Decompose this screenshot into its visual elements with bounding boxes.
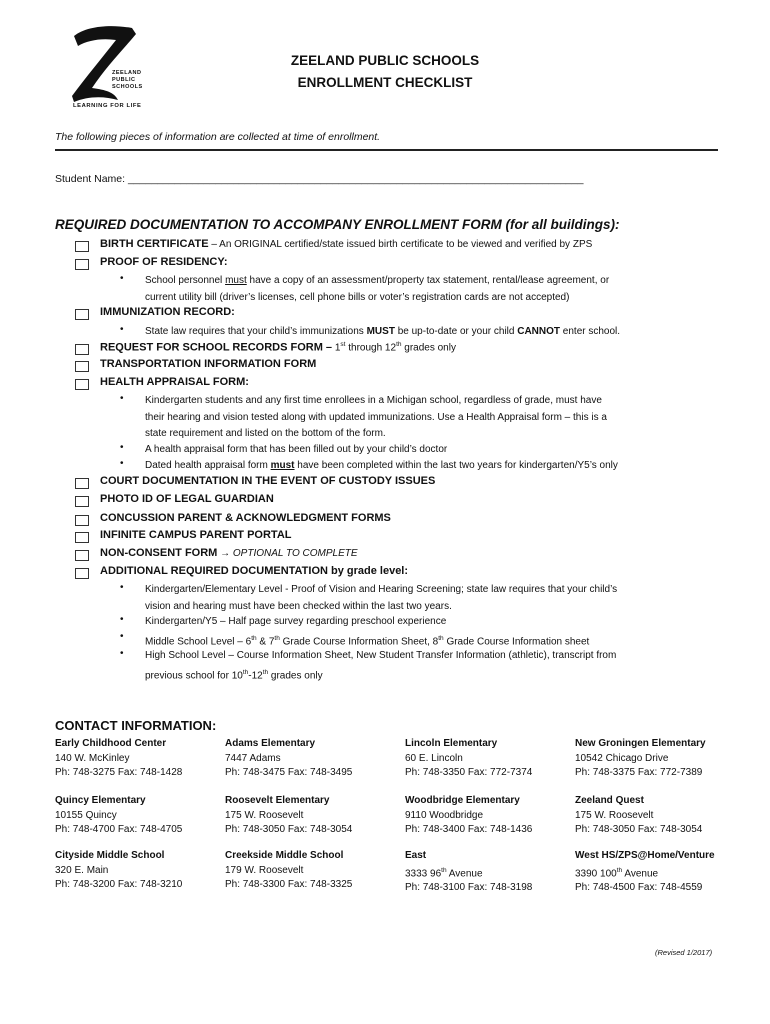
intro-text: The following pieces of information are collected at time of enrollment. [55, 131, 381, 143]
checkbox[interactable] [75, 309, 89, 320]
contact-heading: CONTACT INFORMATION: [55, 718, 217, 733]
logo-text: ZEELAND PUBLIC SCHOOLS [112, 70, 143, 90]
school-contact: West HS/ZPS@Home/Venture 3390 100th Avenue Ph: 748-4500 Fax: 748-4559 [575, 850, 715, 894]
checkbox[interactable] [75, 550, 89, 561]
school-contact: Cityside Middle School 320 E. Main Ph: 748-3200 Fax: 748-3210 [55, 850, 183, 890]
item-label: ADDITIONAL REQUIRED DOCUMENTATION by grade level: [100, 565, 409, 577]
item-label: HEALTH APPRAISAL FORM: [100, 376, 249, 388]
item-label: TRANSPORTATION INFORMATION FORM [100, 358, 317, 370]
checkbox[interactable] [75, 344, 89, 355]
page-subtitle: ENROLLMENT CHECKLIST [297, 75, 473, 90]
item-label: PROOF OF RESIDENCY: [100, 256, 228, 268]
logo-tagline: LEARNING FOR LIFE [73, 103, 142, 109]
checkbox[interactable] [75, 496, 89, 507]
required-heading: REQUIRED DOCUMENTATION TO ACCOMPANY ENROLLMENT FORM (for all buildings): [55, 217, 620, 232]
school-contact: Woodbridge Elementary 9110 Woodbridge Ph: 748-3400 Fax: 748-1436 [405, 795, 533, 835]
item-label: CONCUSSION PARENT & ACKNOWLEDGMENT FORMS [100, 512, 391, 524]
school-contact: East 3333 96th Avenue Ph: 748-3100 Fax: 748-3198 [405, 850, 533, 894]
checkbox[interactable] [75, 568, 89, 579]
checkbox[interactable] [75, 515, 89, 526]
zeeland-logo [66, 22, 156, 112]
item-label: COURT DOCUMENTATION IN THE EVENT OF CUSTODY ISSUES [100, 475, 436, 487]
checkbox[interactable] [75, 379, 89, 390]
school-contact: New Groningen Elementary 10542 Chicago Drive Ph: 748-3375 Fax: 772-7389 [575, 738, 706, 778]
item-label: PHOTO ID OF LEGAL GUARDIAN [100, 493, 274, 505]
school-contact: Roosevelt Elementary 175 W. Roosevelt Ph: 748-3050 Fax: 748-3054 [225, 795, 353, 835]
item-label: IMMUNIZATION RECORD: [100, 306, 235, 318]
checkbox[interactable] [75, 259, 89, 270]
revised-date: (Revised 1/2017) [655, 948, 713, 957]
school-contact: Early Childhood Center 140 W. McKinley Ph: 748-3275 Fax: 748-1428 [55, 738, 183, 778]
checkbox[interactable] [75, 478, 89, 489]
school-contact: Creekside Middle School 179 W. Roosevelt Ph: 748-3300 Fax: 748-3325 [225, 850, 353, 890]
school-contact: Zeeland Quest 175 W. Roosevelt Ph: 748-3050 Fax: 748-3054 [575, 795, 703, 835]
checkbox[interactable] [75, 532, 89, 543]
student-name-field[interactable]: Student Name: ______________________________________________________________________________ [55, 173, 584, 185]
checkbox[interactable] [75, 241, 89, 252]
school-contact: Quincy Elementary 10155 Quincy Ph: 748-4700 Fax: 748-4705 [55, 795, 183, 835]
item-desc: – An ORIGINAL certified/state issued birth certificate to be viewed and verified by ZPS [208, 239, 593, 250]
page-title: ZEELAND PUBLIC SCHOOLS [290, 53, 480, 68]
item-label: INFINITE CAMPUS PARENT PORTAL [100, 529, 292, 541]
item-label: BIRTH CERTIFICATE [100, 238, 209, 250]
checkbox[interactable] [75, 361, 89, 372]
divider [55, 149, 718, 151]
school-contact: Adams Elementary 7447 Adams Ph: 748-3475 Fax: 748-3495 [225, 738, 353, 778]
school-contact: Lincoln Elementary 60 E. Lincoln Ph: 748-3350 Fax: 772-7374 [405, 738, 533, 778]
